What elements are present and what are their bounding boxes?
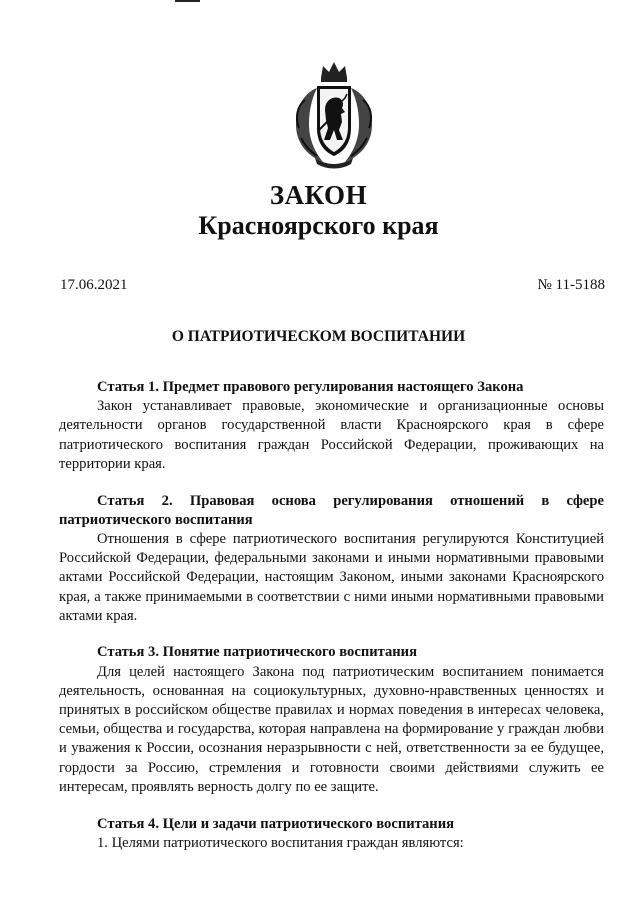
law-title: ЗАКОН: [269, 180, 368, 210]
law-date: 17.06.2021: [60, 277, 128, 293]
region-title: Красноярского края: [198, 211, 439, 240]
article-1: [59, 378, 604, 474]
article-body: Закон устанавливает правовые, экономические и организационные основы деятельности органов государственной власти Красноярского края в сфере патриотического воспитания граждан Российской Федерации, проживающих на территории края.: [59, 398, 604, 472]
article-4: [59, 815, 604, 853]
article-body: Для целей настоящего Закона под патриотическим воспитанием понимается деятельность, основанная на социокультурных, духовно-нравственных ценностях и принятых в российском обществе правилах и нормах поведения в интересах человека, семьи, общества и государства, которая направлена на формирование у граждан любви и уважения к России, осознания неразрывности с ней, ответственности за ее будущее, гордости за Россию, стремления и готовности своими действиями служить ее интересам, проявлять верность долгу по ее защите.: [59, 663, 604, 795]
law-text: [59, 378, 604, 870]
document-title: О ПАТРИОТИЧЕСКОМ ВОСПИТАНИИ: [171, 328, 466, 345]
article-3: [59, 643, 604, 797]
article-2: [59, 492, 604, 626]
article-title: Статья 1. Предмет правового регулирования настоящего Закона: [97, 379, 524, 395]
krasnoyarsk-coat-of-arms-icon: [287, 58, 381, 170]
article-title: Статья 3. Понятие патриотического воспитания: [97, 644, 417, 661]
law-number: № 11-5188: [537, 277, 605, 293]
article-body: Отношения в сфере патриотического воспитания регулируются Конституцией Российской Федерации, федеральными законами и иными нормативными правовыми актами Российской Федерации, настоящим Законом, иными законами Красноярского края, а также принимаемыми в соответствии с ними иными нормативными правовыми актами края.: [59, 530, 604, 624]
page-top-mark: [175, 0, 200, 2]
article-body: 1. Целями патриотического воспитания граждан являются:: [97, 834, 464, 851]
article-title: Статья 4. Цели и задачи патриотического воспитания: [97, 815, 455, 832]
article-title: Статья 2. Правовая основа регулирования отношений в сфере патриотического воспитания: [59, 492, 604, 528]
